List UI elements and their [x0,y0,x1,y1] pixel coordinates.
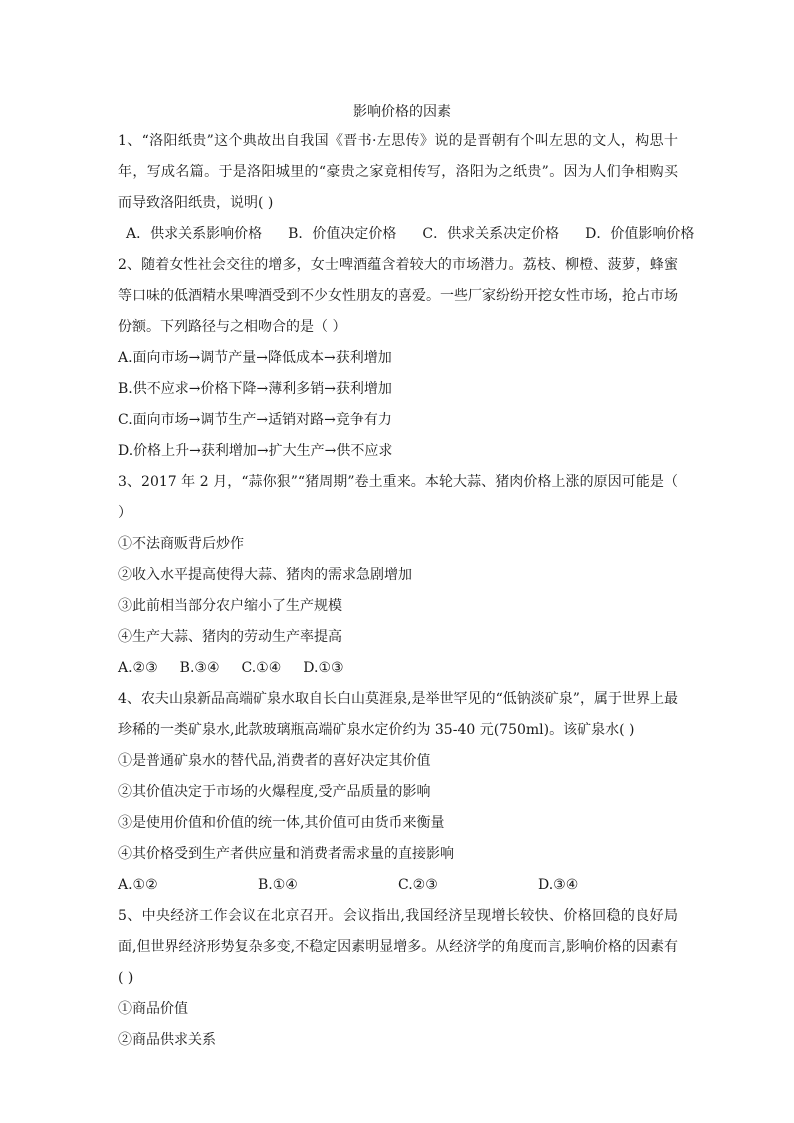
question-2-option-b: B.供不应求→价格下降→薄利多销→获利增加 [118,381,392,397]
question-3-item-1: ①不法商贩背后炒作 [118,536,244,552]
question-4-option-c: C.②③ [398,877,438,893]
question-4-options [118,870,678,901]
question-3-item-2: ②收入水平提高使得大蒜、猪肉的需求急剧增加 [118,567,412,583]
question-4-item-4: ④其价格受到生产者供应量和消费者需求量的直接影响 [118,846,454,862]
question-3-option-d: D.①③ [303,660,344,676]
question-4-item-1: ①是普通矿泉水的替代品,消费者的喜好决定其价值 [118,753,431,769]
document-page [118,100,695,1056]
question-2-option-c: C.面向市场→调节生产→适销对路→竞争有力 [118,412,392,428]
question-2-option-d: D.价格上升→获利增加→扩大生产→供不应求 [118,443,393,459]
question-4-option-d: D.③④ [538,877,579,893]
question-3-stem: 3、2017 年 2 月，“蒜你狠”“猪周期”卷土重来。本轮大蒜、猪肉价格上涨的原因可能是（ ） [118,474,678,521]
question-1-option-d: D．价值影响价格 [585,226,695,242]
question-2-option-a: A.面向市场→调节产量→降低成本→获利增加 [118,350,392,366]
question-1-option-b: B．价值决定价格 [288,226,397,242]
question-5-stem: 5、中央经济工作会议在北京召开。会议指出,我国经济呈现增长较快、价格回稳的良好局面,但世界经济形势复杂多变,不稳定因素明显增多。从经济学的角度而言,影响价格的因素有( ) [118,908,678,986]
question-1-stem: 1、“洛阳纸贵”这个典故出自我国《晋书·左思传》说的是晋朝有个叫左思的文人，构思十年，写成名篇。于是洛阳城里的“豪贵之家竟相传写，洛阳为之纸贵”。因为人们争相购买而导致洛阳纸贵，说明( ) [118,133,678,211]
question-4-item-2: ②其价值决定于市场的火爆程度,受产品质量的影响 [118,784,431,800]
question-4-option-b: B.①④ [258,877,298,893]
document-title: 影响价格的因素 [353,104,451,120]
question-3-option-a: A.②③ [118,660,158,676]
question-4-item-3: ③是使用价值和价值的统一体,其价值可由货币来衡量 [118,815,445,831]
question-3-option-b: B.③④ [179,660,220,676]
question-3-item-4: ④生产大蒜、猪肉的劳动生产率提高 [118,629,342,645]
question-4-option-a: A.①② [118,877,158,893]
question-1-option-c: C．供求关系决定价格 [422,226,560,242]
question-3-item-3: ③此前相当部分农户缩小了生产规模 [118,598,342,614]
question-1-option-a: A．供求关系影响价格 [126,226,263,242]
question-2-stem: 2、随着女性社会交往的增多，女士啤酒蕴含着较大的市场潜力。荔枝、柳橙、菠萝，蜂蜜等口味的低酒精水果啤酒受到不少女性朋友的喜爱。一些厂家纷纷开挖女性市场，抢占市场份额。下列路径与之相吻合的是（ ） [118,257,678,335]
question-4-stem: 4、农夫山泉新品高端矿泉水取自长白山莫涯泉,是举世罕见的“低钠淡矿泉”，属于世界上最珍稀的一类矿泉水,此款玻璃瓶高端矿泉水定价约为 35-40 元(750ml)。该矿泉水( ) [118,691,678,738]
question-1-options [118,219,695,250]
question-5-item-2: ②商品供求关系 [118,1032,216,1048]
question-3-option-c: C.①④ [241,660,282,676]
question-3-options [118,653,678,684]
question-5-item-1: ①商品价值 [118,1001,188,1017]
